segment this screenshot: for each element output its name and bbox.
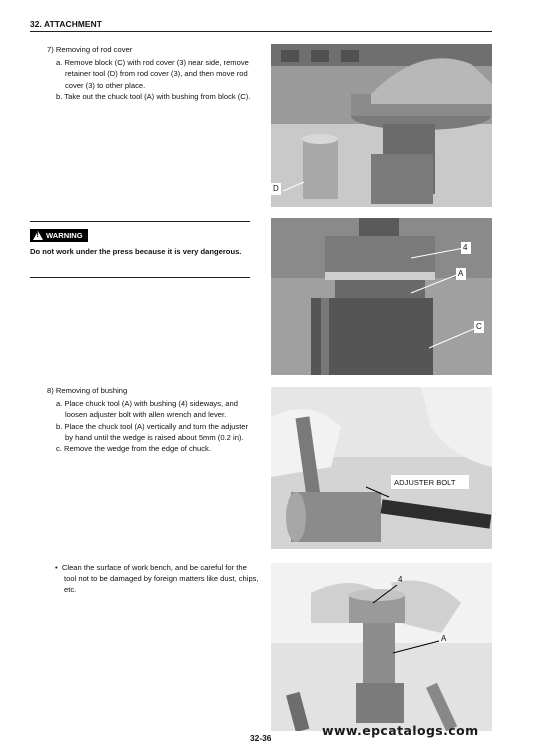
section8-block (47, 385, 252, 454)
section8-item-b: b. Place the chuck tool (A) vertically and turn the adjuster by hand until the wedge is raised about 5mm (0.2 in). (56, 421, 249, 442)
note-text: Clean the surface of work bench, and be careful for the tool not to be damaged by foreign matters like dust, chips, etc. (61, 563, 259, 595)
section7-item-a: a. Remove block (C) with rod cover (3) near side, remove retainer tool (D) from rod cover (3), and then move rod cover (3) to other place. (56, 58, 249, 90)
note-bullet: • (55, 563, 58, 572)
photo2-label-a: A (458, 269, 464, 278)
section8-item-c: c. Remove the wedge from the edge of chuck. (56, 444, 211, 454)
section7-title: 7) Removing of rod cover (47, 45, 133, 54)
warning-bottom-rule (30, 277, 250, 278)
warning-badge-label: WARNING (46, 231, 83, 240)
warning-icon: ! (33, 231, 43, 240)
photo-adjuster-bolt (271, 387, 492, 549)
note-block (55, 562, 260, 596)
photo-press-chuck (271, 218, 492, 375)
section-header: 32. ATTACHMENT (30, 19, 102, 29)
warning-top-rule (30, 221, 250, 222)
photo3-label-adjuster-bolt: ADJUSTER BOLT (394, 478, 456, 487)
photo2-label-4: 4 (463, 243, 468, 252)
photo2-label-c: C (476, 322, 482, 331)
photo4-label-a: A (441, 634, 447, 643)
section7-block (47, 44, 252, 102)
section8-item-a: a. Place chuck tool (A) with bushing (4) sideways, and loosen adjuster bolt with allen wrench and lever. (56, 399, 238, 420)
warning-text: Do not work under the press because it is very dangerous. (30, 247, 242, 256)
section8-title: 8) Removing of bushing (47, 386, 128, 395)
watermark: www.epcatalogs.com (322, 723, 479, 738)
section7-item-b: b. Take out the chuck tool (A) with bushing from block (C). (56, 91, 251, 101)
photo1-label-d: D (273, 184, 279, 193)
photo4-label-4: 4 (398, 575, 403, 584)
page-number: 32-36 (250, 733, 272, 743)
warning-badge (30, 227, 88, 245)
photo-rod-cover (271, 44, 492, 207)
photo-bushing-chuck (271, 563, 492, 731)
header-divider (30, 31, 492, 32)
